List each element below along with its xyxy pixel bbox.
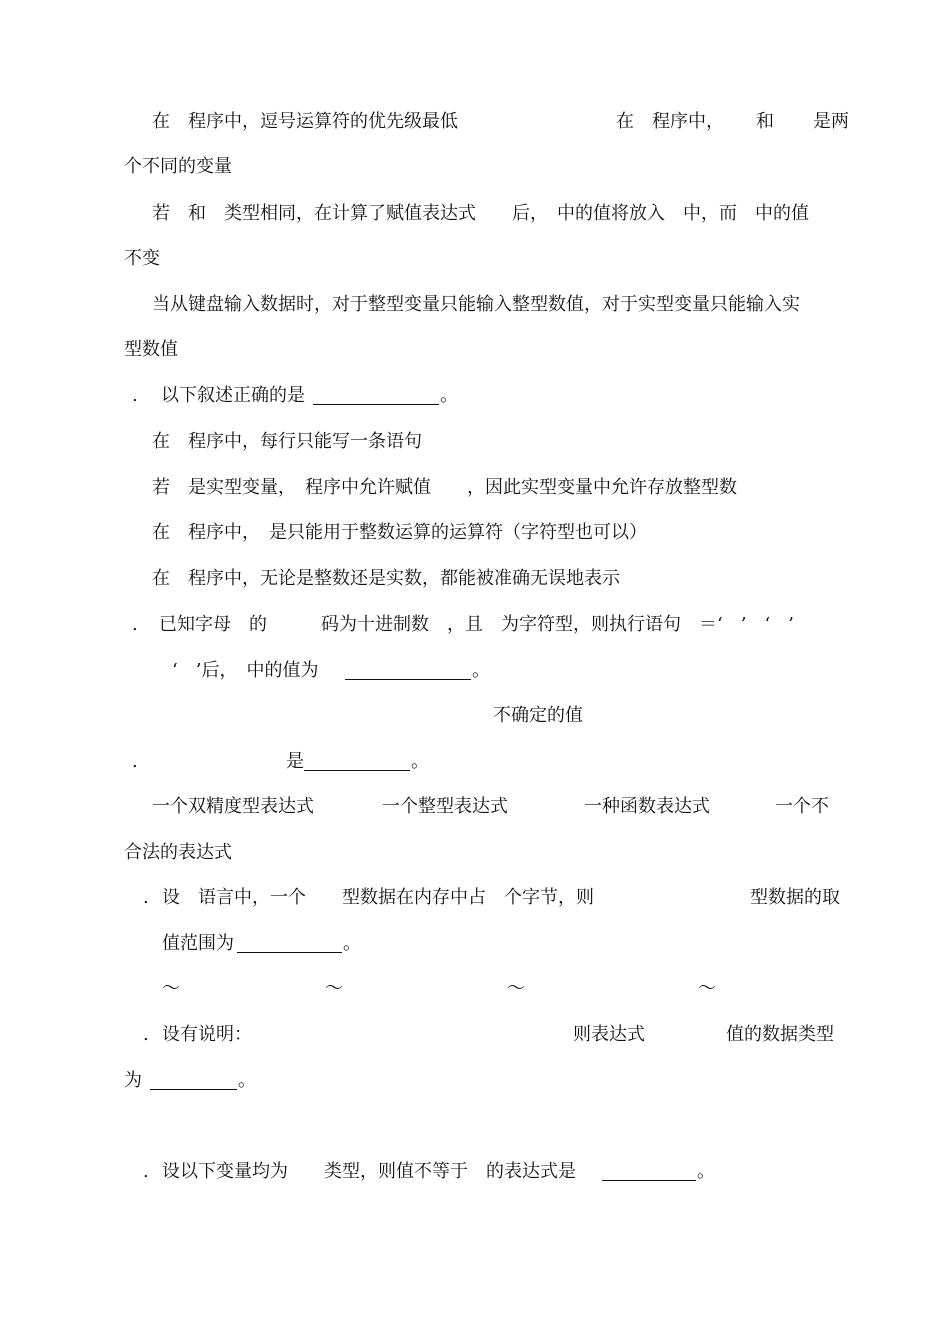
q3-period: 。 bbox=[472, 660, 490, 681]
q6-period: 。 bbox=[238, 1070, 256, 1091]
q2-option-b: 若 是实型变量， 程序中允许赋值 ，因此实型变量中允许存放整型数 bbox=[152, 477, 737, 498]
q2-answer-blank[interactable] bbox=[313, 404, 439, 405]
q3-stem: 已知字母 的 码为十进制数 ，且 为字符型，则执行语句 ＝‘ ’ ‘ ’ bbox=[159, 614, 794, 635]
q6-answer-blank[interactable] bbox=[150, 1089, 237, 1090]
q1-option-f-cont: 型数值 bbox=[124, 339, 178, 360]
q5-option-a: ～ bbox=[162, 978, 180, 999]
q6-stem-cont: 为 bbox=[124, 1070, 142, 1091]
q5-stem-tail: 型数据的取 bbox=[750, 887, 840, 908]
q4-option-a: 一个双精度型表达式 bbox=[152, 796, 314, 817]
q1-option-d-and: 和 bbox=[756, 111, 774, 132]
q1-option-e: 若 和 类型相同，在计算了赋值表达式 后， 中的值将放入 中，而 中的值 bbox=[152, 203, 809, 224]
q7-answer-blank[interactable] bbox=[602, 1180, 696, 1181]
q4-stem: 是 bbox=[286, 751, 304, 772]
q5-period: 。 bbox=[343, 933, 361, 954]
q4-number-dot: . bbox=[132, 751, 138, 772]
q7-period: 。 bbox=[697, 1161, 715, 1182]
q5-option-b: ～ bbox=[325, 978, 343, 999]
q3-number-dot: . bbox=[132, 614, 138, 635]
q6-stem-expr: 则表达式 bbox=[573, 1024, 645, 1045]
q4-period: 。 bbox=[411, 751, 429, 772]
q5-stem: 设 语言中，一个 型数据在内存中占 个字节，则 bbox=[162, 887, 594, 908]
q1-option-d-cont: 个不同的变量 bbox=[124, 156, 232, 177]
q1-option-f: 当从键盘输入数据时，对于整型变量只能输入整型数值，对于实型变量只能输入实 bbox=[152, 294, 800, 315]
q2-option-d: 在 程序中，无论是整数还是实数，都能被准确无误地表示 bbox=[152, 568, 620, 589]
q3-option: 不确定的值 bbox=[493, 705, 583, 726]
q6-stem-tail: 值的数据类型 bbox=[726, 1024, 834, 1045]
q5-option-c: ～ bbox=[507, 978, 525, 999]
q1-option-d: 在 程序中， bbox=[616, 111, 724, 132]
q4-answer-blank[interactable] bbox=[304, 770, 410, 771]
q2-option-c: 在 程序中， 是只能用于整数运算的运算符（字符型也可以） bbox=[152, 522, 647, 543]
q5-answer-blank[interactable] bbox=[237, 952, 342, 953]
q4-option-c: 一种函数表达式 bbox=[584, 796, 710, 817]
q1-option-d-tail: 是两 bbox=[813, 111, 849, 132]
q2-option-a: 在 程序中，每行只能写一条语句 bbox=[152, 431, 422, 452]
q1-option-c: 在 程序中，逗号运算符的优先级最低 bbox=[152, 111, 458, 132]
q2-period: 。 bbox=[440, 385, 458, 406]
q6-number-dot: . bbox=[143, 1024, 149, 1045]
q7-stem: 设以下变量均为 类型，则值不等于 的表达式是 bbox=[162, 1161, 576, 1182]
q3-stem-cont: ‘ ’后， 中的值为 bbox=[172, 660, 319, 681]
q4-option-b: 一个整型表达式 bbox=[382, 796, 508, 817]
q4-option-d-cont: 合法的表达式 bbox=[124, 842, 232, 863]
q7-number-dot: . bbox=[143, 1161, 149, 1182]
q3-answer-blank[interactable] bbox=[345, 679, 471, 680]
q1-option-e-cont: 不变 bbox=[124, 248, 160, 269]
q5-option-d: ～ bbox=[698, 978, 716, 999]
q5-stem-cont: 值范围为 bbox=[162, 933, 234, 954]
q4-option-d: 一个不 bbox=[775, 796, 829, 817]
q2-stem: 以下叙述正确的是 bbox=[161, 385, 305, 406]
q5-number-dot: . bbox=[143, 887, 149, 908]
q6-stem: 设有说明： bbox=[162, 1024, 252, 1045]
q2-number-dot: . bbox=[132, 385, 138, 406]
